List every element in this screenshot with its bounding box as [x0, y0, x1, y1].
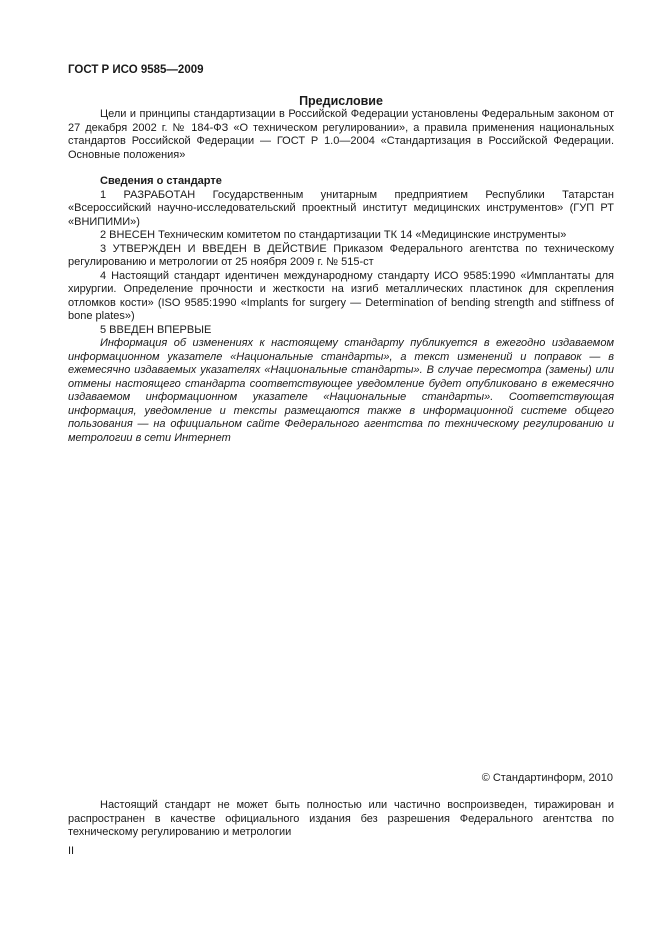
page-content — [68, 64, 614, 445]
standard-info-item-5: 5 ВВЕДЕН ВПЕРВЫЕ — [100, 323, 212, 336]
standard-info-item-4: 4 Настоящий стандарт идентичен международному стандарту ИСО 9585:1990 «Имплантаты для хирургии. Определение прочности и жесткости на изгиб металлических пластинок для скрепления отломков кости» (ISO 9585:1990 «Implants for surgery — Determination of bending strength and stiffness of bone plates») — [68, 269, 614, 322]
page-number: II — [68, 845, 75, 857]
standard-info-heading: Сведения о стандарте — [100, 175, 222, 187]
standard-info-item-3: 3 УТВЕРЖДЕН И ВВЕДЕН В ДЕЙСТВИЕ Приказом Федерального агентства по техническому регулированию и метрологии от 25 ноября 2009 г. № 515-ст — [68, 242, 614, 268]
standard-info-item-2: 2 ВНЕСЕН Техническим комитетом по стандартизации ТК 14 «Медицинские инструменты» — [100, 229, 567, 241]
intro-paragraph: Цели и принципы стандартизации в Российской Федерации установлены Федеральным законом от 27 декабря 2002 г. № 184-ФЗ «О техническом регулировании», а правила применения национальных стандартов Российской Федерации — ГОСТ Р 1.0—2004 «Стандартизация в Российской Федерации. Основные положения» — [68, 108, 614, 161]
reproduction-restriction: Настоящий стандарт не может быть полностью или частично воспроизведен, тиражирован и распространен в качестве официального издания без разрешения Федерального агентства по техническому регулированию и метрологии — [68, 799, 614, 838]
standard-info-item-1: 1 РАЗРАБОТАН Государственным унитарным предприятием Республики Татарстан «Всероссийский научно-исследовательский проектный институт медицинских инструментов» (ГУП РТ «ВНИПИМИ») — [68, 188, 614, 228]
amendments-notice: Информация об изменениях к настоящему стандарту публикуется в ежегодно издаваемом информационном указателе «Национальные стандарты», а текст изменений и поправок — в ежемесячно издаваемых указателях «Национальные стандарты». В случае пересмотра (замены) или отмены настоящего стандарта соответствующее уведомление будет опубликовано в ежемесячно издаваемом информационном указателе «Национальные стандарты». Соответствующая информация, уведомление и тексты размещаются также в информационной системе общего пользования — на официальном сайте Федерального агентства по техническому регулированию и метрологии в сети Интернет — [68, 337, 614, 444]
standard-designation: ГОСТ Р ИСО 9585—2009 — [68, 64, 204, 76]
page-title: Предисловие — [299, 93, 383, 108]
copyright-notice: © Стандартинформ, 2010 — [481, 772, 613, 784]
